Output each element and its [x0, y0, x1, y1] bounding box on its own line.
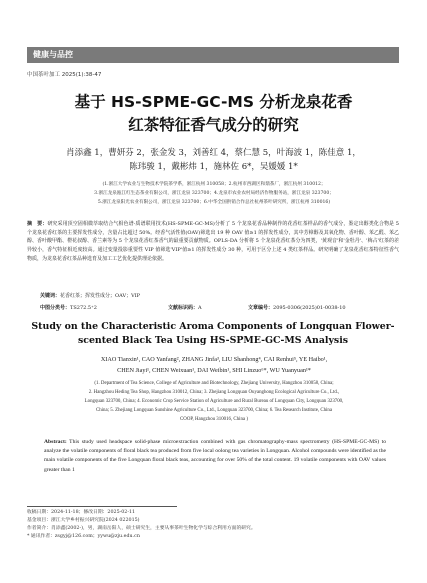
footnote-funding: 基金项目：浙江大学乡村振兴研究院(2024 022015) — [27, 518, 140, 523]
article-number — [248, 304, 346, 312]
chinese-affiliation-line: 3.浙江龙泉瓯江红生态茶业有限公司，浙江龙泉 323700；4.龙泉市农业农村局经济作物服务站，浙江龙泉 323700； — [94, 191, 334, 196]
document-code-label: 文献标识码： — [168, 305, 199, 311]
chinese-affiliation-line: 5.浙江龙泉阳光农业有限公司，浙江龙泉 323700；6.中华全国供销合作总社杭州茶叶研究所，浙江杭州 310016) — [97, 200, 331, 205]
journal-citation: 中国茶叶加工 2025(1):38-47 — [27, 72, 102, 78]
document-code-value: A — [198, 305, 202, 311]
section-header-bar: 健康与品控 — [27, 47, 399, 63]
footnote-received-date: 收稿日期：2024-11-18；修改日期：2025-02-11 — [27, 510, 136, 515]
footnote-author-bio: 作者简介：肖添鑫(2002-)，男，湖南岳阳人，硕士研究生，主要从事茶叶生物化学与综合利用方面的研究。 — [27, 526, 256, 531]
chinese-authors-line-2: 陈玮骏 1，戴彬炜 1，施林佐 6*，吴媛媛 1* — [129, 162, 298, 172]
clc-value: TS272.5⁺2 — [70, 305, 97, 311]
english-abstract — [44, 438, 386, 475]
english-affiliation-line: Longquan 323700, China; 4. Economic Crop Service Station of Agriculture and Rural Bureau of Longquan City, Longquan 323700, — [84, 399, 344, 404]
english-abstract-text: This study used headspace solid-phase microextraction combined with gas chromatography-mass spectrometry (HS-SPME-GC-MS) to analyze the volatile components of floral black tea produced from five local oolong tea varieties in Longquan. Alcohol compounds were identified as the main volatile components of the five Longquan floral black teas, accounting for over 50% of the total content. 19 volatile components with OAV values greater than 1 — [44, 439, 386, 473]
chinese-keywords — [40, 292, 400, 301]
footnote-corresponding: * 通讯作者：zsgyj@126.com；yywu@zju.edu.cn — [27, 534, 140, 539]
chinese-title-line-2: 红茶特征香气成分的研究 — [128, 116, 299, 134]
chinese-title-line-1: 基于 HS-SPME-GC-MS 分析龙泉花香 — [74, 93, 353, 111]
article-number-value: 2095-0306(2025)01-0038-10 — [273, 305, 346, 311]
chinese-abstract — [27, 220, 399, 264]
clc-label: 中图分类号： — [40, 305, 71, 311]
chinese-authors-line-1: 肖添鑫 1，曹妍芬 2，张金发 3，刘善红 4，蔡仁慧 5，叶海波 1，陈佳意 1， — [66, 148, 361, 158]
chinese-affiliation-line: (1.浙江大学农业与生物技术学院茶学系，浙江杭州 310058；2.杭州市西湖区和鼎茶厂，浙江杭州 310012； — [102, 182, 326, 187]
english-affiliation-line: China; 5. Zhejiang Longquan Sunshine Agriculture Co., Ltd., Longquan 323700, China; 6. Tea Research Institute, China — [95, 408, 333, 413]
english-title-line-2: scented Black Tea Using HS-SPME-GC-MS Analysis — [77, 335, 349, 346]
english-affiliation-line: (1. Department of Tea Science, College of Agriculture and Biotechnology, Zhejiang University, Hangzhou 310058, China; — [94, 381, 334, 386]
chinese-keywords-text: 花香红茶；挥发性成分；OAV；VIP — [60, 293, 141, 299]
footnote-divider — [27, 506, 177, 507]
article-number-label: 文章编号： — [248, 305, 274, 311]
english-authors-line-2: CHEN Jiayi¹, CHEN Weixuan¹, DAI Weibin¹, SHI Linzuo⁶*, WU Yuanyuan¹* — [117, 367, 311, 374]
english-affiliation-line: 2. Hangzhou Heding Tea Shop, Hangzhou 310012, China; 3. Zhejiang Longquan Ouyanghong Ecological Agriculture Co., Ltd., — [88, 390, 340, 395]
chinese-abstract-label: 摘 要： — [27, 221, 48, 227]
english-affiliation-line: COOP, Hangzhou 310016, China ) — [180, 417, 248, 422]
document-code — [168, 304, 202, 312]
chinese-keywords-label: 关键词： — [40, 293, 61, 299]
clc-number — [40, 304, 97, 312]
chinese-abstract-text: 研究采用顶空固相微萃取结合气相色谱-质谱联用技术(HS-SPME-GC-MS)分析了 5 个龙泉花香品种制作的花香红茶样品的香气成分，鉴定出醇类化合物是 5 个龙泉花香红茶的主要挥发性成分，含量占比超过 50%。经香气活性值(OAV)筛选出 19 种 OAV 值≥1 的挥发性成分，其中芳樟醇及其氧化物、香叶醇、苯乙醛、苯乙醇、香叶酸甲酯、橙花叔醇、香兰素等为 5 个龙泉花香红茶香气的最重要贡献物质。OPLS-DA 分析将 5 个龙泉花香红茶分为四类，'黄观音'和'金牡丹'、'梅占'红茶的差异较小，香气特征相近度较高。通过变量投影重要性 VIP 值筛选'VIP'值≥1 的挥发性成分 30 种，可用于区分上述 4 类红茶样品。研究明确了龙泉花香红茶特征性香气物质，为龙泉花香红茶品种选育及加工工艺优化提供理论依据。 — [27, 221, 399, 262]
english-title-line-1: Study on the Characteristic Aroma Components of Longquan Flower- — [31, 321, 395, 332]
english-authors-line-1: XIAO Tianxin¹, CAO Yanfang², ZHANG Jinfa³, LIU Shanhong⁴, CAI Renhui⁵, YE Haibo¹, — [100, 356, 328, 363]
english-abstract-label: Abstract: — [44, 439, 67, 445]
